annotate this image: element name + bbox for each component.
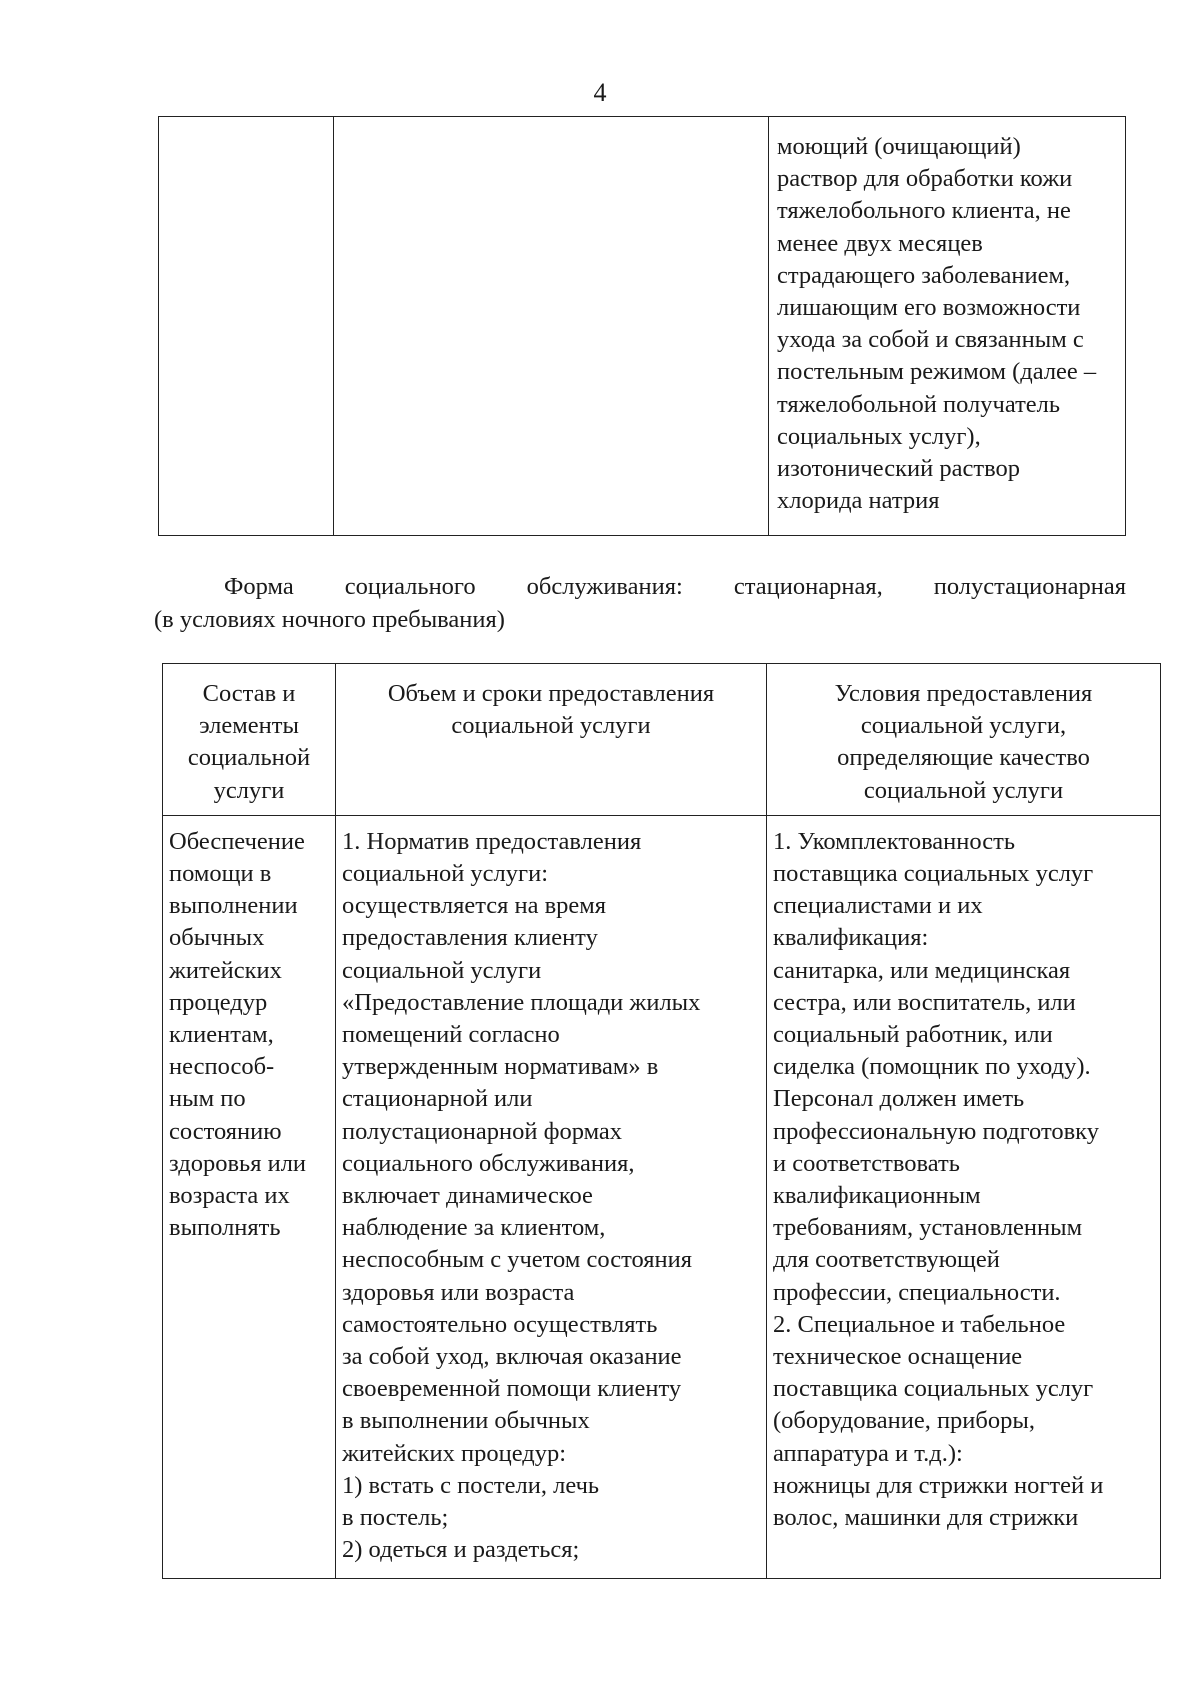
cell-text-line: самостоятельно осуществлять [342, 1310, 658, 1338]
cell-text-line: тяжелобольного клиента, не [777, 197, 1071, 225]
cell-text-line: предоставления клиенту [342, 924, 598, 952]
header-text-line: Состав и [202, 680, 296, 707]
cell-text-line: возраста их [169, 1182, 290, 1210]
cell-text-line: Обеспечение [169, 827, 305, 855]
cell-text-line: поставщика социальных услуг [773, 860, 1094, 888]
cell-text-line: ухода за собой и связанным с [777, 326, 1084, 354]
cell-text-line: моющий (очищающий) [777, 133, 1021, 160]
cell-text-line: «Предоставление площади жилых [342, 988, 701, 1016]
cell-text-line: 1. Укомплектованность [773, 827, 1016, 855]
cell-text-line: утвержденным нормативам» в [342, 1053, 659, 1081]
cell-text-line: помещений согласно [342, 1021, 560, 1049]
header-text-line: социальной услуги [451, 712, 651, 740]
header-text-line: социальной [187, 744, 311, 772]
cell-text-line: житейских процедур: [342, 1439, 567, 1467]
cell-text-line: аппаратура и т.д.): [773, 1439, 963, 1467]
cell-text-line: неспособным с учетом состояния [342, 1246, 693, 1274]
cell-conditions [767, 815, 1161, 1578]
header-text-line: Условия предоставления [834, 680, 1093, 707]
cell-text-line: процедур [169, 988, 268, 1016]
table-cell-empty-2 [334, 117, 769, 536]
header-text-line: услуги [213, 776, 285, 804]
cell-text-line: осуществляется на время [342, 892, 607, 920]
cell-text-line: страдающего заболеванием, [777, 261, 1071, 289]
header-text-line: определяющие качество [837, 744, 1090, 772]
paragraph-line-2: (в условиях ночного пребывания) [154, 606, 505, 633]
cell-text-line: социального обслуживания, [342, 1149, 635, 1177]
cell-text-line: включает динамическое [342, 1182, 593, 1210]
header-text-line: социальной услуги [863, 776, 1064, 804]
page-number: 4 [593, 78, 607, 107]
cell-text-line: в постель; [342, 1504, 449, 1532]
table-row [159, 117, 1126, 536]
cell-text-line: выполнении [169, 892, 298, 920]
cell-text-line: раствор для обработки кожи [777, 165, 1073, 193]
cell-volume [336, 815, 767, 1578]
header-text-line: Объем и сроки предоставления [387, 680, 715, 707]
cell-text-line: квалификационным [773, 1182, 981, 1210]
cell-text-line: требованиям, установленным [773, 1214, 1083, 1242]
cell-text-line: неспособ- [169, 1053, 275, 1081]
cell-text-line: полустационарной формах [342, 1117, 623, 1145]
cell-text-line: хлорида натрия [777, 487, 940, 515]
service-table [162, 663, 1161, 1579]
cell-text-line: стационарной или [342, 1085, 533, 1113]
header-cell-composition [163, 664, 336, 816]
cell-text-line: состоянию [169, 1117, 282, 1145]
cell-text-line: Персонал должен иметь [773, 1085, 1025, 1113]
cell-text-line: 2. Специальное и табельное [773, 1310, 1066, 1338]
cell-text-line: изотонический раствор [777, 455, 1020, 483]
cell-text-line: санитарка, или медицинская [773, 956, 1071, 984]
cell-text-line: и соответствовать [773, 1149, 960, 1177]
service-form-paragraph [154, 570, 1126, 636]
continuation-table [158, 116, 1126, 536]
cell-text-line: профессиональную подготовку [773, 1117, 1099, 1145]
cell-text-line: ным по [169, 1085, 246, 1113]
header-text-line: социальной услуги, [860, 712, 1067, 740]
header-cell-volume [336, 664, 767, 816]
cell-text-line: ножницы для стрижки ногтей и [773, 1471, 1104, 1499]
cell-composition [163, 815, 336, 1578]
header-cell-conditions [767, 664, 1161, 816]
cell-text-line: техническое оснащение [773, 1343, 1023, 1371]
cell-text-line: социальной услуги: [342, 860, 549, 888]
header-text-line: элементы [199, 712, 299, 740]
table-cell-empty-1 [159, 117, 334, 536]
cell-text-line: наблюдение за клиентом, [342, 1214, 606, 1242]
cell-text-line: сиделка (помощник по уходу). [773, 1053, 1091, 1081]
cell-text-line: помощи в [169, 860, 272, 888]
table-row [163, 815, 1161, 1578]
cell-text-line: сестра, или воспитатель, или [773, 988, 1076, 1016]
cell-text-line: социальных услуг), [777, 422, 981, 450]
cell-text-line: тяжелобольной получатель [777, 390, 1061, 418]
cell-text-line: здоровья или возраста [342, 1278, 575, 1306]
cell-text-line: менее двух месяцев [777, 229, 983, 257]
cell-text-line: (оборудование, приборы, [773, 1407, 1035, 1435]
cell-text-line: за собой уход, включая оказание [342, 1343, 682, 1371]
cell-text-line: житейских [169, 956, 282, 984]
cell-text-line: поставщика социальных услуг [773, 1375, 1094, 1403]
cell-text-line: 1. Норматив предоставления [342, 827, 642, 855]
cell-text-line: квалификация: [773, 924, 929, 952]
cell-text-line: в выполнении обычных [342, 1407, 590, 1435]
cell-text-line: 2) одеться и раздеться; [342, 1536, 580, 1564]
cell-text-line: специалистами и их [773, 892, 983, 920]
paragraph-line-1: Форма социального обслуживания: стационарная, полустационарная [224, 573, 1126, 600]
cell-text-line: профессии, специальности. [773, 1278, 1061, 1306]
cell-text-line: для соответствующей [773, 1246, 1000, 1274]
cell-text-line: 1) встать с постели, лечь [342, 1471, 600, 1499]
cell-text-line: выполнять [169, 1214, 281, 1242]
cell-text-line: своевременной помощи клиенту [342, 1375, 682, 1403]
cell-text-line: социальный работник, или [773, 1021, 1053, 1049]
table-cell-text [769, 117, 1126, 536]
cell-text-line: лишающим его возможности [777, 294, 1081, 322]
table-header-row [163, 664, 1161, 816]
cell-text-line: постельным режимом (далее – [777, 358, 1097, 386]
cell-text-line: социальной услуги [342, 956, 542, 984]
cell-text-line: волос, машинки для стрижки [773, 1504, 1079, 1532]
cell-text-line: клиентам, [169, 1021, 274, 1049]
cell-text-line: обычных [169, 924, 265, 952]
cell-text-line: здоровья или [169, 1149, 307, 1177]
